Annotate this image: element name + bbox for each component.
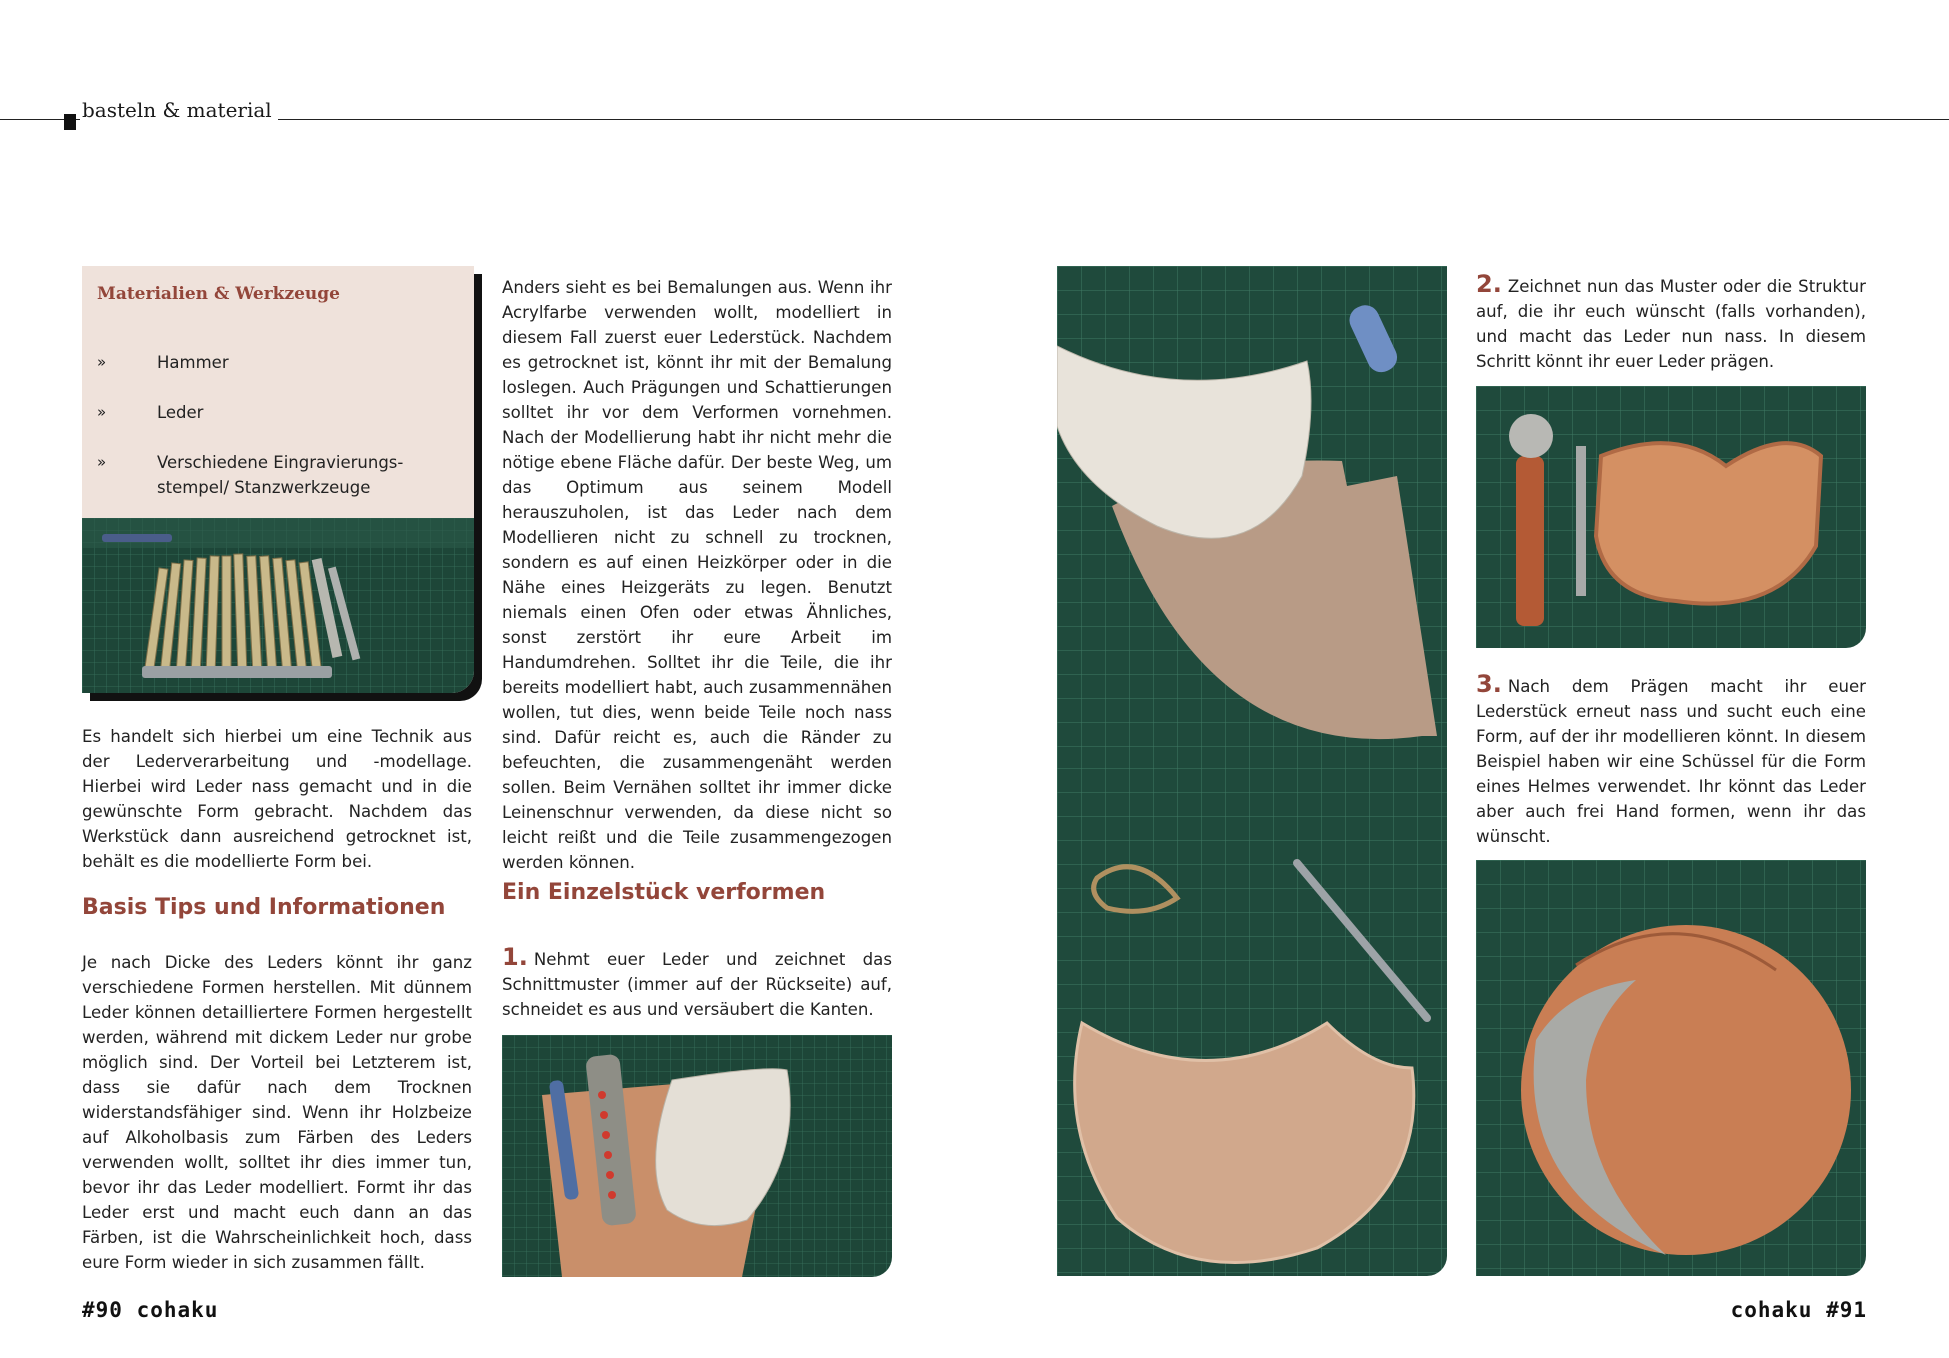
footer-left-page-number: #90 cohaku (82, 1298, 219, 1322)
header-marker (64, 114, 76, 130)
materials-box-panel (82, 266, 474, 693)
materials-list (97, 350, 467, 525)
section-title: basteln & material (80, 98, 278, 122)
basis-paragraph: Je nach Dicke des Leders könnt ihr ganz verschiedene Formen herstellen. Mit dünnem Leder können detailliertere Formen hergestellt werden, während mit dickem Leder nur grobe möglich sind. Der Vorteil bei Letzterem ist, dass sie dafür nach dem Trocknen widerstandsfähiger sind. Wenn ihr Holzbeize auf Alkoholbasis zum Färben des Leders verwenden wollt, solltet ihr dies immer tun, bevor ihr das Leder modelliert. Formt ihr das Leder erst und macht euch dann an das Färben, ist die Wahrscheinlichkeit hoch, dass eure Form wieder in sich zusammen fällt. (82, 953, 472, 1272)
header-rule (0, 119, 1949, 120)
basis-heading: Basis Tips und Informationen (82, 895, 446, 920)
step-1: 1. Nehmt euer Leder und zeichnet das Schnittmuster (immer auf der Rückseite) auf, schneidet es aus und versäubert die Kanten. (502, 943, 892, 1019)
step-number: 3. (1476, 670, 1502, 698)
bullet-icon: » (97, 353, 107, 371)
list-item: » Leder (97, 400, 467, 425)
leather-cutout-photo (1057, 768, 1447, 1276)
embossed-leather-photo (1476, 386, 1866, 648)
materials-box-title: Materialien & Werkzeuge (97, 284, 340, 304)
stamping-tools-photo (82, 518, 474, 693)
pattern-cutout-photo (1057, 266, 1447, 768)
list-item: » Hammer (97, 350, 467, 375)
helmet-mold-photo (1476, 860, 1866, 1276)
step-2: 2. Zeichnet nun das Muster oder die Struktur auf, die ihr euch wünscht (falls vorhanden), und macht das Leder nun nass. In diesem Schritt könnt ihr euer Leder prägen. (1476, 270, 1866, 371)
bullet-icon: » (97, 453, 107, 471)
footer-right-page-number: cohaku #91 (1730, 1298, 1867, 1322)
list-item: » Verschiedene Eingravierungs-stempel/ Stanzwerkzeuge (97, 450, 467, 500)
bullet-icon: » (97, 403, 107, 421)
einzelstueck-heading: Ein Einzelstück verformen (502, 880, 826, 905)
step1-photo (502, 1035, 892, 1277)
step-number: 1. (502, 943, 528, 971)
materials-box (82, 266, 474, 693)
step-3: 3. Nach dem Prägen macht ihr euer Lederstück erneut nass und sucht euch eine Form, auf der ihr modellieren könnt. In diesem Beispiel haben wir eine Schüssel für die Form eines Helmes verwendet. Ihr könnt das Leder aber auch frei Hand formen, wenn ihr das wünscht. (1476, 670, 1866, 846)
step-number: 2. (1476, 270, 1502, 298)
column2-paragraph: Anders sieht es bei Bemalungen aus. Wenn ihr Acrylfarbe verwenden wollt, modelliert in diesem Fall zuerst euer Lederstück. Nachdem es getrocknet ist, könnt ihr mit der Bemalung loslegen. Auch Prägungen und Schattierungen solltet ihr vor dem Verformen vornehmen. Nach der Modellierung habt ihr nicht mehr die nötige ebene Fläche dafür. Der beste Weg, um das Optimum aus seinem Modell herauszuholen, ist das Leder nach dem Modellieren nicht zu schnell zu trocknen, sondern es auf einen Heizkörper oder in die Nähe eines Heizgeräts zu legen. Benutzt niemals einen Ofen oder etwas Ähnliches, sonst zerstört ihr eure Arbeit im Handumdrehen. Solltet ihr die Teile, die ihr bereits modelliert habt, auch zusammennähen wollen, tut dies, wenn beide Teile noch nass sind. Dafür reicht es, auch die Ränder zu befeuchten, die zusammengenäht werden sollen. Beim Vernähen solltet ihr immer dicke Leinenschnur verwenden, da diese nicht so leicht reißt und die Teile zusammengezogen werden können. (502, 278, 892, 872)
intro-paragraph: Es handelt sich hierbei um eine Technik aus der Lederverarbeitung und -modellage. Hierbei wird Leder nass gemacht und in die gewünschte Form gebracht. Nachdem das Werkstück dann ausreichend getrocknet ist, behält es die modellierte Form bei. (82, 727, 472, 871)
